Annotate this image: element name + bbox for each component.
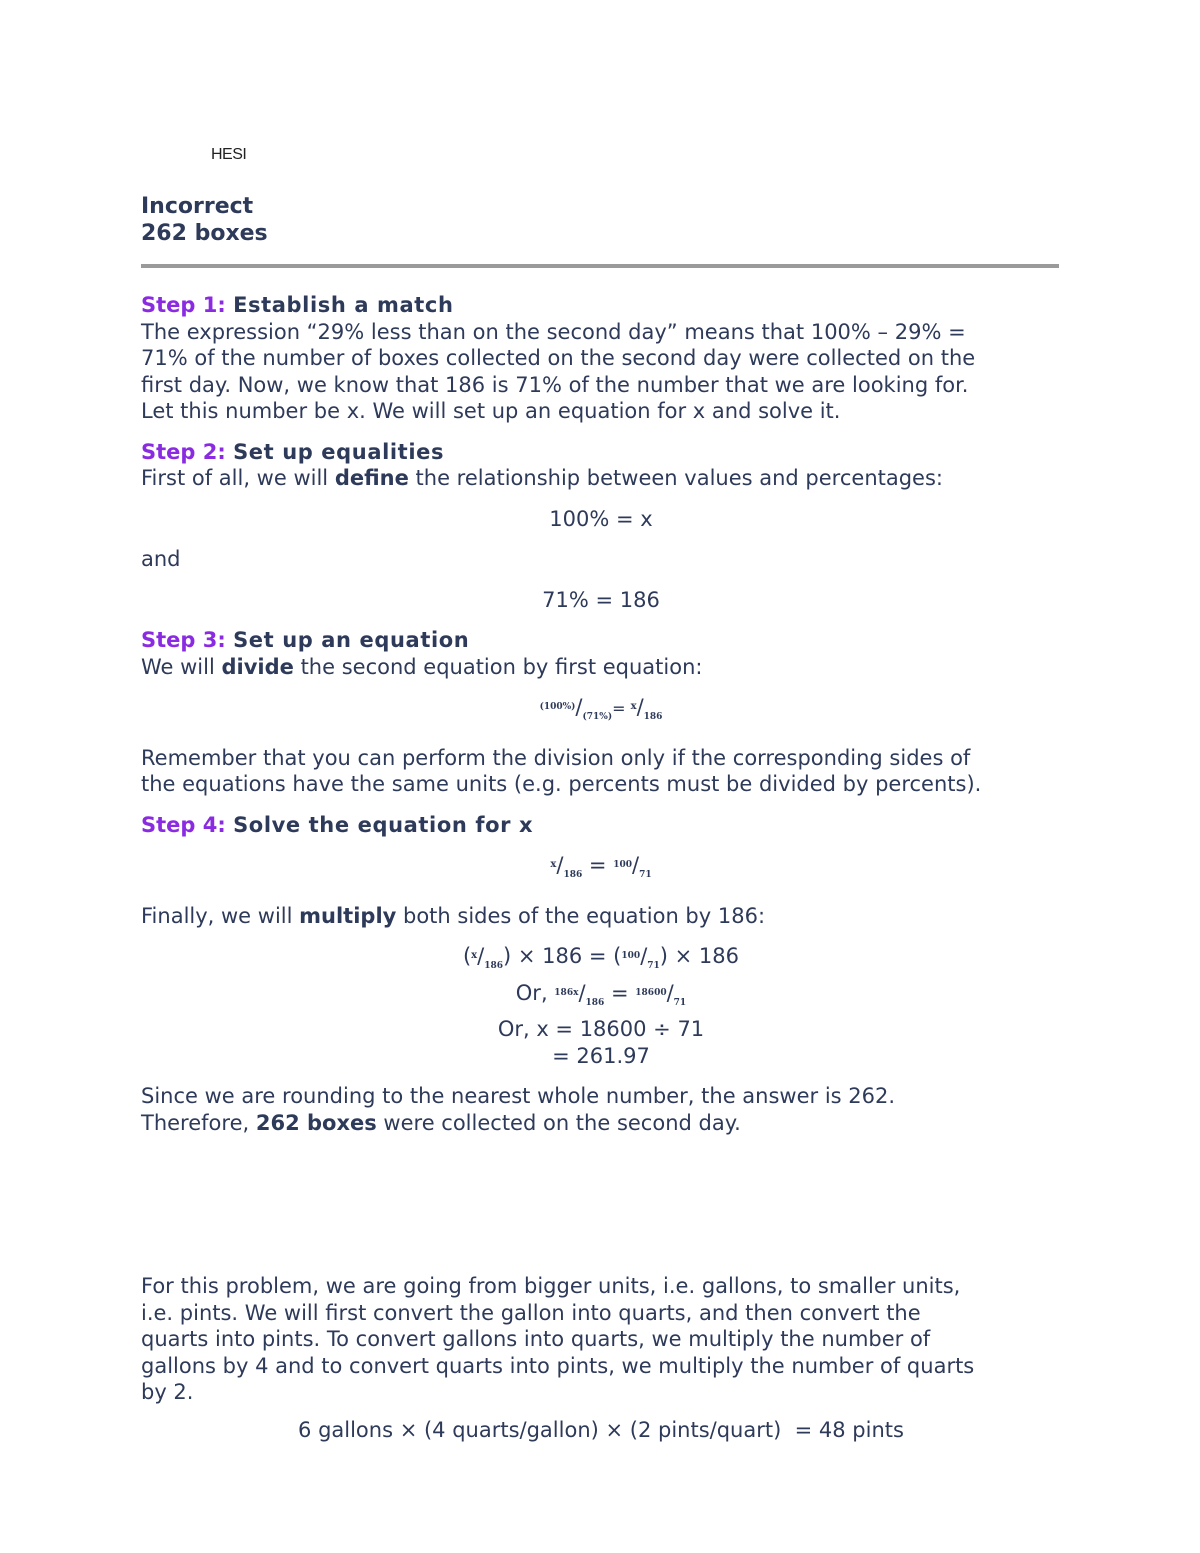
equals: =	[612, 699, 631, 718]
conversion-line: For this problem, we are going from bigger units, i.e. gallons, to smaller units,	[141, 1274, 961, 1298]
division-line: Or, x = 18600 ÷ 71	[497, 1017, 705, 1041]
header-label: HESI	[211, 146, 247, 163]
keyword: 262 boxes	[255, 1110, 377, 1135]
numerator: 100	[621, 951, 641, 961]
result-answer: 262 boxes	[141, 221, 268, 246]
step-2-heading	[141, 439, 1061, 466]
denominator: 71	[673, 997, 687, 1008]
step-3-intro	[141, 654, 1061, 681]
equation-71-percent: 71% = 186	[542, 587, 660, 612]
step-1-heading	[141, 292, 1061, 319]
simplify-line: Or, $^{186x}/_{186} = ^{18600}/_{71}$	[515, 980, 687, 1008]
step-3-note-line: the equations have the same units (e.g. percents must be divided by percents).	[141, 772, 982, 796]
step-1-title: Establish a match	[233, 293, 454, 317]
numerator: (100%)	[539, 702, 576, 712]
text: (	[462, 944, 472, 968]
conclusion-line: Since we are rounding to the nearest whole number, the answer is 262.	[141, 1084, 896, 1108]
numerator: 186x	[554, 987, 579, 998]
conversion-line: quarts into pints. To convert gallons into quarts, we multiply the number of	[141, 1327, 931, 1351]
denominator: (71%)	[582, 712, 613, 722]
result-status: Incorrect	[141, 194, 254, 219]
division-equation: $^{(100\%)}/_{(71\%)}= ^x/_{186}$	[539, 695, 663, 722]
step-3-title: Set up an equation	[233, 628, 470, 652]
denominator: 186	[643, 712, 663, 722]
numerator: 18600	[635, 987, 667, 998]
document-content	[141, 193, 1061, 1443]
step-2-intro	[141, 465, 1061, 492]
denominator: 186	[585, 997, 605, 1008]
text: Or,	[515, 980, 555, 1005]
conversion-line: i.e. pints. We will first convert the gallon into quarts, and then convert the	[141, 1300, 921, 1325]
intro-text: First of all, we will	[141, 466, 335, 490]
step-4-intro	[141, 903, 1061, 930]
divider	[141, 264, 1059, 268]
conversion-equation: 6 gallons × (4 quarts/gallon) × (2 pints/quart) = 48 pints	[298, 1417, 904, 1442]
and-text: and	[141, 547, 181, 571]
intro-text: We will	[141, 654, 222, 679]
step-4-title: Solve the equation for x	[233, 812, 534, 837]
step-1-number: Step 1:	[141, 293, 226, 317]
text: were collected on the second day.	[376, 1110, 741, 1135]
equation-100-percent: 100% = x	[549, 506, 653, 531]
step-1-line: 71% of the number of boxes collected on the second day were collected on the	[141, 346, 976, 370]
intro-text: both sides of the equation by 186:	[396, 903, 766, 928]
step-1-line: Let this number be x. We will set up an equation for x and solve it.	[141, 399, 841, 423]
intro-text: the relationship between values and percentages:	[408, 466, 943, 490]
step-1-line: The expression “29% less than on the second day” means that 100% – 29% =	[141, 319, 966, 344]
conversion-line: by 2.	[141, 1380, 194, 1404]
step-4-number: Step 4:	[141, 812, 226, 837]
step-3-heading	[141, 627, 1061, 654]
step-2-number: Step 2:	[141, 439, 226, 464]
text: =	[604, 980, 636, 1005]
denominator: 186	[563, 870, 583, 880]
numerator: x	[471, 950, 478, 961]
keyword: multiply	[299, 903, 397, 928]
multiply-line: $(^x/_{186}) \times 186 = (^{100}/_{71}) \times 186$	[462, 944, 740, 971]
keyword: divide	[221, 654, 294, 679]
text: ) × 186 = (	[503, 944, 622, 968]
text: Therefore,	[141, 1110, 256, 1135]
step-3-note-line: Remember that you can perform the division only if the corresponding sides of	[141, 745, 971, 770]
numerator: x	[550, 859, 557, 870]
numerator: x	[630, 701, 637, 712]
step-3-number: Step 3:	[141, 628, 226, 652]
numerator: 100	[613, 860, 632, 870]
keyword: define	[334, 466, 409, 490]
result-line: = 261.97	[552, 1043, 650, 1068]
text: ) × 186	[659, 944, 740, 968]
step-4-heading	[141, 812, 1061, 839]
conclusion-line	[141, 1110, 1061, 1137]
step-1-line: first day. Now, we know that 186 is 71% of the number that we are looking for.	[141, 372, 969, 397]
denominator: 186	[484, 961, 504, 971]
denominator: 71	[647, 961, 660, 971]
step-2-title: Set up equalities	[233, 439, 445, 464]
intro-text: Finally, we will	[141, 903, 300, 928]
solve-equation: $^x/_{186} = ^{100}/_{71}$	[550, 853, 652, 880]
intro-text: the second equation by first equation:	[293, 654, 703, 679]
conversion-line: gallons by 4 and to convert quarts into pints, we multiply the number of quarts	[141, 1353, 975, 1378]
equals: =	[582, 853, 614, 877]
denominator: 71	[639, 870, 652, 880]
